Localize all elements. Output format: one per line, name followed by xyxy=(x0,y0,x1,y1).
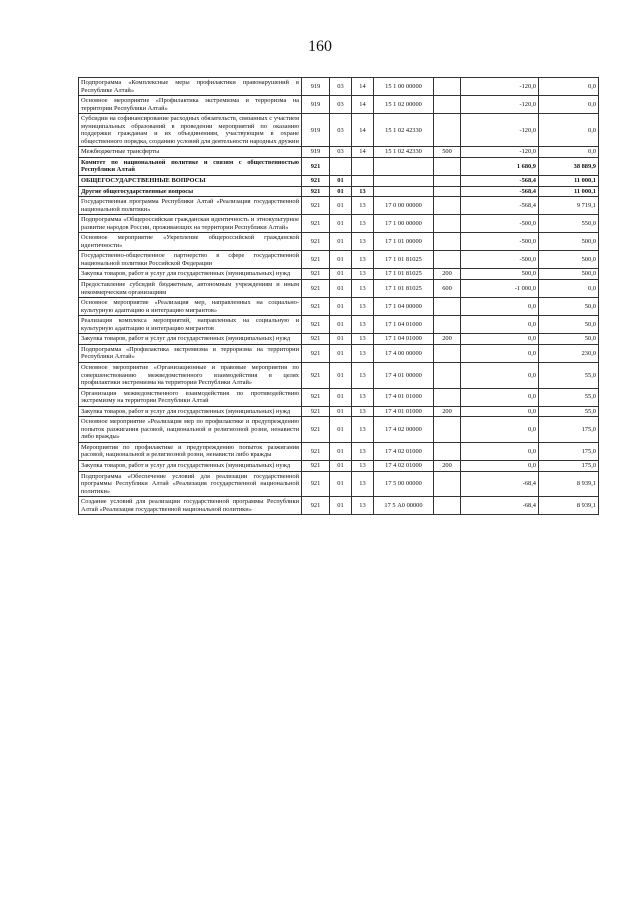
target-article-code: 17 5 А0 00000 xyxy=(374,497,434,515)
amount-total: 50,0 xyxy=(539,316,599,334)
admin-code: 919 xyxy=(302,78,330,96)
amount-change: 0,0 xyxy=(461,316,539,334)
expense-type-code xyxy=(434,157,461,175)
row-name: Подпрограмма «Обеспечение условий для реализации государственной программы Республики Алтай «Реализация государственной национальной политики» xyxy=(79,471,302,497)
amount-change: -568,4 xyxy=(461,197,539,215)
admin-code: 921 xyxy=(302,186,330,197)
table-body xyxy=(79,78,599,515)
amount-total: 0,0 xyxy=(539,96,599,114)
subsection-code: 13 xyxy=(352,215,374,233)
admin-code: 921 xyxy=(302,215,330,233)
target-article-code: 17 0 00 00000 xyxy=(374,197,434,215)
amount-total: 175,0 xyxy=(539,460,599,471)
target-article-code: 17 4 02 01000 xyxy=(374,442,434,460)
subsection-code: 13 xyxy=(352,280,374,298)
target-article-code: 17 5 00 00000 xyxy=(374,471,434,497)
amount-change: -120,0 xyxy=(461,114,539,147)
expense-type-code xyxy=(434,471,461,497)
table-row xyxy=(79,388,599,406)
row-name: Субсидии на софинансирование расходных обязательств, связанных с участием муниципальных образований в проведении мероприятий по оказанию поддержки гражданам и их объединениям, участвующим в охране общественного порядка, созданию условий для деятельности народных дружин xyxy=(79,114,302,147)
amount-change: 0,0 xyxy=(461,417,539,443)
section-code: 01 xyxy=(330,334,352,345)
amount-total: 38 889,9 xyxy=(539,157,599,175)
expense-type-code xyxy=(434,344,461,362)
target-article-code: 17 1 04 01000 xyxy=(374,334,434,345)
admin-code: 921 xyxy=(302,197,330,215)
target-article-code: 17 1 04 01000 xyxy=(374,316,434,334)
table-row xyxy=(79,334,599,345)
amount-change: -120,0 xyxy=(461,78,539,96)
target-article-code: 17 4 02 00000 xyxy=(374,417,434,443)
subsection-code: 13 xyxy=(352,316,374,334)
section-code: 01 xyxy=(330,197,352,215)
amount-change: 0,0 xyxy=(461,442,539,460)
amount-total: 9 719,1 xyxy=(539,197,599,215)
expense-type-code: 500 xyxy=(434,147,461,158)
amount-total: 11 000,1 xyxy=(539,176,599,187)
amount-total: 55,0 xyxy=(539,406,599,417)
row-name: Основное мероприятие «Профилактика экстремизма и терроризма на территории Республики Алтай» xyxy=(79,96,302,114)
subsection-code: 13 xyxy=(352,460,374,471)
amount-total: 0,0 xyxy=(539,147,599,158)
table-row xyxy=(79,147,599,158)
table-row xyxy=(79,96,599,114)
row-name: Реализация комплекса мероприятий, направленных на социальную и культурную адаптацию и интеграцию мигрантов xyxy=(79,316,302,334)
expense-type-code xyxy=(434,197,461,215)
admin-code: 919 xyxy=(302,147,330,158)
expense-type-code xyxy=(434,96,461,114)
table-row xyxy=(79,215,599,233)
table-row xyxy=(79,114,599,147)
expense-type-code xyxy=(434,442,461,460)
subsection-code: 14 xyxy=(352,96,374,114)
table-row xyxy=(79,233,599,251)
expense-type-code xyxy=(434,186,461,197)
expense-type-code xyxy=(434,176,461,187)
row-name: Государственная программа Республики Алтай «Реализация государственной национальной политики» xyxy=(79,197,302,215)
target-article-code: 17 1 01 81025 xyxy=(374,251,434,269)
expense-type-code xyxy=(434,316,461,334)
subsection-code: 13 xyxy=(352,269,374,280)
amount-total: 550,0 xyxy=(539,215,599,233)
amount-total: 230,0 xyxy=(539,344,599,362)
section-code: 01 xyxy=(330,497,352,515)
target-article-code: 17 4 01 01000 xyxy=(374,406,434,417)
section-code: 01 xyxy=(330,471,352,497)
table-row xyxy=(79,269,599,280)
subsection-code: 13 xyxy=(352,442,374,460)
target-article-code xyxy=(374,176,434,187)
table-row xyxy=(79,471,599,497)
section-code: 01 xyxy=(330,417,352,443)
section-code: 01 xyxy=(330,442,352,460)
section-code: 01 xyxy=(330,186,352,197)
section-code: 01 xyxy=(330,233,352,251)
row-name: ОБЩЕГОСУДАРСТВЕННЫЕ ВОПРОСЫ xyxy=(79,176,302,187)
admin-code: 921 xyxy=(302,280,330,298)
subsection-code: 13 xyxy=(352,388,374,406)
table-row xyxy=(79,460,599,471)
subsection-code: 13 xyxy=(352,362,374,388)
section-code: 01 xyxy=(330,362,352,388)
amount-total: 500,0 xyxy=(539,269,599,280)
target-article-code: 15 1 02 42330 xyxy=(374,114,434,147)
amount-total: 175,0 xyxy=(539,442,599,460)
expense-type-code: 600 xyxy=(434,280,461,298)
admin-code: 921 xyxy=(302,334,330,345)
target-article-code xyxy=(374,157,434,175)
section-code: 01 xyxy=(330,316,352,334)
admin-code: 921 xyxy=(302,269,330,280)
amount-total: 50,0 xyxy=(539,298,599,316)
expense-type-code xyxy=(434,362,461,388)
section-code: 01 xyxy=(330,176,352,187)
amount-change: 0,0 xyxy=(461,298,539,316)
amount-total: 8 939,1 xyxy=(539,471,599,497)
admin-code: 921 xyxy=(302,442,330,460)
subsection-code: 13 xyxy=(352,334,374,345)
admin-code: 921 xyxy=(302,251,330,269)
subsection-code: 13 xyxy=(352,497,374,515)
target-article-code: 17 4 01 01000 xyxy=(374,388,434,406)
amount-change: -120,0 xyxy=(461,147,539,158)
amount-change: -500,0 xyxy=(461,233,539,251)
expense-type-code: 200 xyxy=(434,406,461,417)
section-code: 03 xyxy=(330,147,352,158)
amount-change: -120,0 xyxy=(461,96,539,114)
subsection-code: 13 xyxy=(352,197,374,215)
section-code: 01 xyxy=(330,344,352,362)
table-row xyxy=(79,417,599,443)
admin-code: 921 xyxy=(302,406,330,417)
section-code: 01 xyxy=(330,280,352,298)
amount-change: 0,0 xyxy=(461,388,539,406)
expense-type-code xyxy=(434,233,461,251)
row-name: Закупка товаров, работ и услуг для государственных (муниципальных) нужд xyxy=(79,269,302,280)
row-name: Основное мероприятие «Организационные и правовые мероприятия по совершенствованию межведомственного взаимодействия в целях профилактики экстремизма на территории Республики Алтай» xyxy=(79,362,302,388)
page-number: 160 xyxy=(308,38,332,55)
subsection-code xyxy=(352,176,374,187)
row-name: Межбюджетные трансферты xyxy=(79,147,302,158)
amount-change: 0,0 xyxy=(461,362,539,388)
admin-code: 921 xyxy=(302,176,330,187)
table-row xyxy=(79,316,599,334)
row-name: Комитет по национальной политике и связям с общественностью Республики Алтай xyxy=(79,157,302,175)
target-article-code: 15 1 02 42330 xyxy=(374,147,434,158)
amount-change: -568,4 xyxy=(461,186,539,197)
admin-code: 921 xyxy=(302,471,330,497)
expense-type-code xyxy=(434,497,461,515)
target-article-code: 17 1 01 81025 xyxy=(374,280,434,298)
table-row xyxy=(79,497,599,515)
expense-type-code xyxy=(434,388,461,406)
admin-code: 921 xyxy=(302,460,330,471)
table-row xyxy=(79,157,599,175)
expense-type-code xyxy=(434,417,461,443)
expense-type-code xyxy=(434,298,461,316)
amount-total: 175,0 xyxy=(539,417,599,443)
section-code: 03 xyxy=(330,78,352,96)
subsection-code: 13 xyxy=(352,471,374,497)
admin-code: 921 xyxy=(302,344,330,362)
amount-change: 0,0 xyxy=(461,460,539,471)
admin-code: 921 xyxy=(302,417,330,443)
target-article-code: 17 1 01 81025 xyxy=(374,269,434,280)
section-code: 03 xyxy=(330,96,352,114)
amount-total: 0,0 xyxy=(539,114,599,147)
subsection-code: 14 xyxy=(352,114,374,147)
row-name: Предоставление субсидий бюджетным, автономным учреждениям и иным некоммерческим организациям xyxy=(79,280,302,298)
section-code: 01 xyxy=(330,388,352,406)
amount-total: 11 000,1 xyxy=(539,186,599,197)
target-article-code xyxy=(374,186,434,197)
row-name: Мероприятия по профилактике и предупреждению попыток разжигания расовой, национальной и религиозной розни, ненависти либо вражды xyxy=(79,442,302,460)
table-row xyxy=(79,78,599,96)
amount-change: 0,0 xyxy=(461,334,539,345)
row-name: Основное мероприятие «Реализация мер, направленных на социально-культурную адаптацию и интеграцию мигрантов» xyxy=(79,298,302,316)
amount-change: 0,0 xyxy=(461,406,539,417)
target-article-code: 15 1 00 00000 xyxy=(374,78,434,96)
admin-code: 921 xyxy=(302,362,330,388)
table-row xyxy=(79,280,599,298)
target-article-code: 17 4 02 01000 xyxy=(374,460,434,471)
section-code: 01 xyxy=(330,460,352,471)
row-name: Закупка товаров, работ и услуг для государственных (муниципальных) нужд xyxy=(79,460,302,471)
subsection-code: 14 xyxy=(352,78,374,96)
row-name: Другие общегосударственные вопросы xyxy=(79,186,302,197)
target-article-code: 17 4 01 00000 xyxy=(374,362,434,388)
row-name: Основное мероприятие «Реализация мер по профилактике и предупреждению попыток разжигания расовой, национальной и религиозной розни, ненависти либо вражды» xyxy=(79,417,302,443)
row-name: Подпрограмма «Общероссийская гражданская идентичность и этнокультурное развитие народов России, проживающих на территории Республики Алтай» xyxy=(79,215,302,233)
expense-type-code xyxy=(434,78,461,96)
table-row xyxy=(79,197,599,215)
amount-change: -68,4 xyxy=(461,497,539,515)
target-article-code: 17 4 00 00000 xyxy=(374,344,434,362)
amount-change: 500,0 xyxy=(461,269,539,280)
amount-total: 500,0 xyxy=(539,251,599,269)
section-code: 01 xyxy=(330,406,352,417)
subsection-code: 13 xyxy=(352,417,374,443)
amount-total: 0,0 xyxy=(539,280,599,298)
subsection-code: 13 xyxy=(352,344,374,362)
row-name: Закупка товаров, работ и услуг для государственных (муниципальных) нужд xyxy=(79,406,302,417)
amount-change: 0,0 xyxy=(461,344,539,362)
amount-total: 50,0 xyxy=(539,334,599,345)
amount-change: -500,0 xyxy=(461,215,539,233)
target-article-code: 15 1 02 00000 xyxy=(374,96,434,114)
table-row xyxy=(79,186,599,197)
subsection-code: 13 xyxy=(352,251,374,269)
expense-type-code xyxy=(434,215,461,233)
row-name: Государственно-общественное партнерство в сфере государственной национальной политики Российской Федерации xyxy=(79,251,302,269)
subsection-code xyxy=(352,157,374,175)
table-row xyxy=(79,344,599,362)
admin-code: 921 xyxy=(302,388,330,406)
row-name: Подпрограмма «Комплексные меры профилактики правонарушений в Республике Алтай» xyxy=(79,78,302,96)
admin-code: 921 xyxy=(302,316,330,334)
section-code: 01 xyxy=(330,298,352,316)
expense-type-code: 200 xyxy=(434,334,461,345)
amount-total: 55,0 xyxy=(539,362,599,388)
expense-type-code: 200 xyxy=(434,269,461,280)
budget-table xyxy=(78,77,599,515)
expense-type-code: 200 xyxy=(434,460,461,471)
table-row xyxy=(79,176,599,187)
target-article-code: 17 1 04 00000 xyxy=(374,298,434,316)
row-name: Основное мероприятие «Укрепление общероссийской гражданской идентичности» xyxy=(79,233,302,251)
expense-type-code xyxy=(434,114,461,147)
amount-change: -500,0 xyxy=(461,251,539,269)
amount-total: 8 939,1 xyxy=(539,497,599,515)
section-code: 01 xyxy=(330,251,352,269)
expense-type-code xyxy=(434,251,461,269)
row-name: Создание условий для реализации государственной программы Республики Алтай «Реализация государственной национальной политики» xyxy=(79,497,302,515)
amount-change: -68,4 xyxy=(461,471,539,497)
target-article-code: 17 1 01 00000 xyxy=(374,233,434,251)
table-row xyxy=(79,406,599,417)
subsection-code: 13 xyxy=(352,406,374,417)
subsection-code: 13 xyxy=(352,186,374,197)
row-name: Подпрограмма «Профилактика экстремизма и терроризма на территории Республики Алтай» xyxy=(79,344,302,362)
table-row xyxy=(79,442,599,460)
amount-change: -1 000,0 xyxy=(461,280,539,298)
admin-code: 921 xyxy=(302,298,330,316)
table-row xyxy=(79,251,599,269)
row-name: Закупка товаров, работ и услуг для государственных (муниципальных) нужд xyxy=(79,334,302,345)
amount-total: 0,0 xyxy=(539,78,599,96)
target-article-code: 17 1 00 00000 xyxy=(374,215,434,233)
table-row xyxy=(79,362,599,388)
admin-code: 921 xyxy=(302,497,330,515)
amount-total: 55,0 xyxy=(539,388,599,406)
section-code: 01 xyxy=(330,269,352,280)
admin-code: 921 xyxy=(302,157,330,175)
admin-code: 919 xyxy=(302,114,330,147)
section-code: 01 xyxy=(330,215,352,233)
admin-code: 921 xyxy=(302,233,330,251)
row-name: Организация межведомственного взаимодействия по противодействию экстремизму на территории Республики Алтай xyxy=(79,388,302,406)
table-row xyxy=(79,298,599,316)
amount-total: 500,0 xyxy=(539,233,599,251)
amount-change: -568,4 xyxy=(461,176,539,187)
subsection-code: 14 xyxy=(352,147,374,158)
section-code xyxy=(330,157,352,175)
section-code: 03 xyxy=(330,114,352,147)
subsection-code: 13 xyxy=(352,233,374,251)
subsection-code: 13 xyxy=(352,298,374,316)
amount-change: 1 680,9 xyxy=(461,157,539,175)
admin-code: 919 xyxy=(302,96,330,114)
